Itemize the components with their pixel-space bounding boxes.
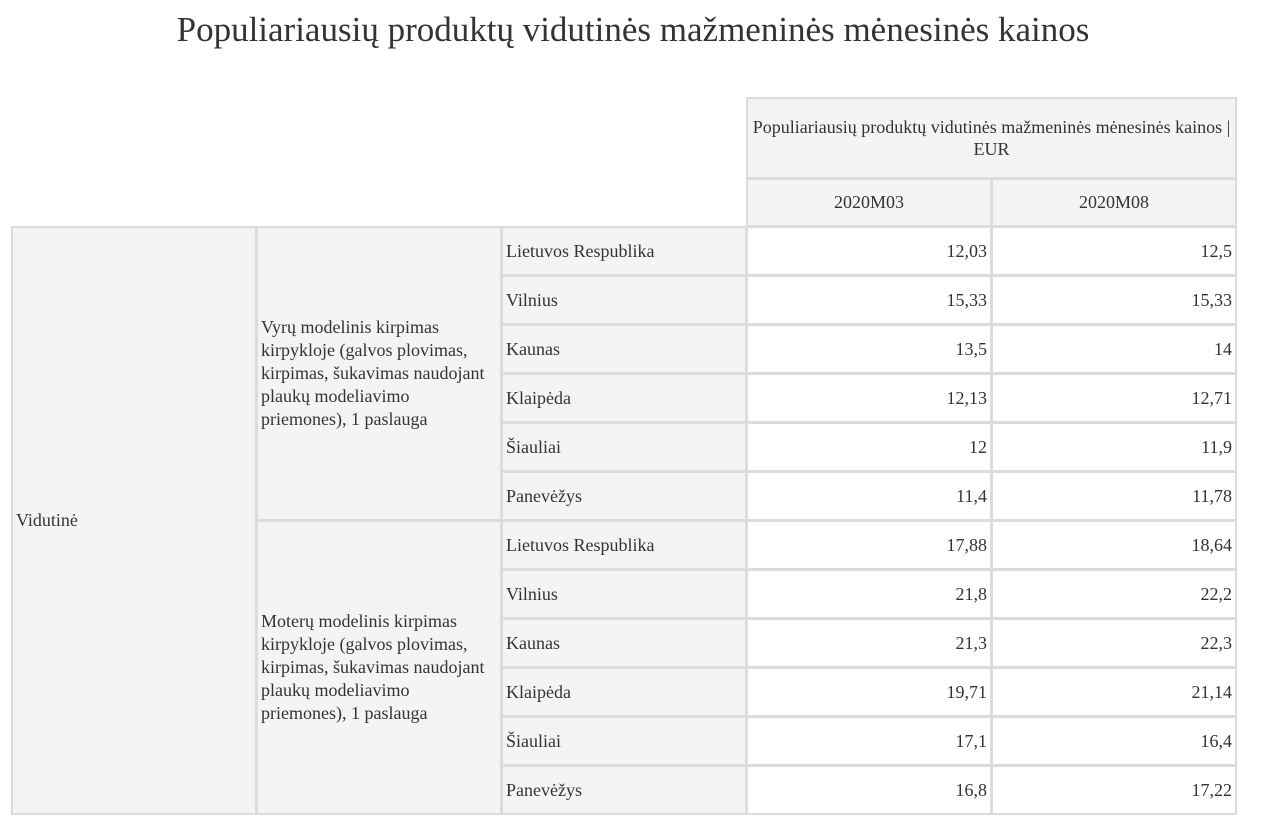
value-cell: 16,8 (748, 767, 990, 813)
row-header-service: Moterų modelinis kirpimas kirpykloje (galvos plovimas, kirpimas, šukavimas naudojant plaukų modeliavimo priemones), 1 paslauga (258, 522, 500, 813)
row-header-region: Kaunas (503, 326, 745, 372)
row-header-service: Vyrų modelinis kirpimas kirpykloje (galvos plovimas, kirpimas, šukavimas naudojant plaukų modeliavimo priemones), 1 paslauga (258, 228, 500, 519)
header-spacer (13, 99, 745, 177)
row-header-region: Klaipėda (503, 375, 745, 421)
row-header-region: Lietuvos Respublika (503, 522, 745, 568)
value-cell: 22,2 (993, 571, 1235, 617)
value-cell: 15,33 (993, 277, 1235, 323)
column-header-period: 2020M08 (993, 180, 1235, 225)
value-cell: 14 (993, 326, 1235, 372)
row-header-region: Vilnius (503, 277, 745, 323)
header-spacer (13, 180, 745, 225)
value-cell: 17,1 (748, 718, 990, 764)
table-row (13, 228, 1235, 274)
value-cell: 21,8 (748, 571, 990, 617)
value-cell: 22,3 (993, 620, 1235, 666)
value-cell: 17,88 (748, 522, 990, 568)
row-header-region: Klaipėda (503, 669, 745, 715)
page-title: Populiariausių produktų vidutinės mažmeninės mėnesinės kainos (176, 10, 1090, 49)
value-cell: 12 (748, 424, 990, 470)
value-cell: 13,5 (748, 326, 990, 372)
value-cell: 12,03 (748, 228, 990, 274)
column-header-period: 2020M03 (748, 180, 990, 225)
price-table (10, 96, 1238, 816)
row-header-region: Panevėžys (503, 473, 745, 519)
row-header-region: Šiauliai (503, 424, 745, 470)
value-cell: 16,4 (993, 718, 1235, 764)
value-cell: 12,71 (993, 375, 1235, 421)
row-header-region: Panevėžys (503, 767, 745, 813)
row-header-level: Vidutinė (13, 228, 255, 813)
header-indicator: Populiariausių produktų vidutinės mažmeninės mėnesinės kainos | EUR (748, 99, 1235, 177)
row-header-region: Vilnius (503, 571, 745, 617)
value-cell: 12,5 (993, 228, 1235, 274)
row-header-region: Lietuvos Respublika (503, 228, 745, 274)
value-cell: 15,33 (748, 277, 990, 323)
value-cell: 17,22 (993, 767, 1235, 813)
value-cell: 12,13 (748, 375, 990, 421)
value-cell: 18,64 (993, 522, 1235, 568)
value-cell: 11,9 (993, 424, 1235, 470)
row-header-region: Kaunas (503, 620, 745, 666)
row-header-region: Šiauliai (503, 718, 745, 764)
value-cell: 21,3 (748, 620, 990, 666)
value-cell: 21,14 (993, 669, 1235, 715)
value-cell: 11,78 (993, 473, 1235, 519)
value-cell: 11,4 (748, 473, 990, 519)
value-cell: 19,71 (748, 669, 990, 715)
